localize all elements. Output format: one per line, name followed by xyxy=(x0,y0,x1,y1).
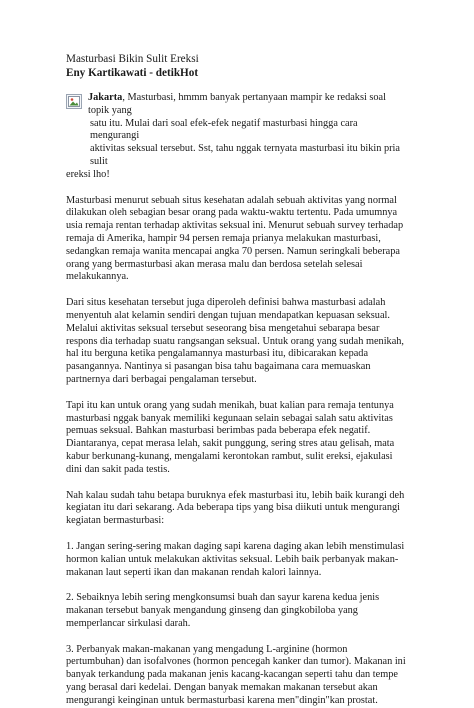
document-title: Masturbasi Bikin Sulit Ereksi xyxy=(66,53,199,65)
document-author: Eny Kartikawati - detikHot xyxy=(66,67,199,79)
paragraph: Nah kalau sudah tahu betapa buruknya efek masturbasi itu, lebih baik kurangi deh kegiatan itu dari sekarang. Ada beberapa tips yang bisa diikuti untuk mengurangi kegiatan bermasturbasi: xyxy=(66,489,405,527)
paragraph: Dari situs kesehatan tersebut juga diperoleh definisi bahwa masturbasi adalah menyentuh alat kelamin sendiri dengan tujuan mendapatkan kepuasan seksual. Melalui aktivitas seksual tersebut seseorang bisa mengetahui sebarapa besar respons dia terhadap suatu rangsangan seksual. Untuk orang yang sudah menikah, hal itu berguna ketika pengalamannya masturbasi itu, dibicarakan kepada pasangannya. Nantinya si pasangan bisa tahu bagaimana cara memuaskan partnernya dari berbagai pengalaman tersebut. xyxy=(66,297,404,385)
paragraph: Masturbasi menurut sebuah situs kesehatan adalah sebuah aktivitas yang normal dilakukan oleh sebagian besar orang pada waktu-waktu tertentu. Pada umumnya usia remaja rentan terhadap aktivitas seksual ini. Menurut sebuah survey terhadap remaja di Amerika, hampir 94 persen remaja prianya melakukan masturbasi, sedangkan remaja wanita mencapai angka 70 persen. Namun seringkali beberapa orang yang bermasturbasi akan merasa malu dan berdosa setelah selesai melakukannya. xyxy=(66,194,404,283)
paragraph: Tapi itu kan untuk orang yang sudah menikah, buat kalian para remaja tentunya masturbasi nggak banyak memiliki kegunaan selain sebagai salah satu aktivitas pemuas seksual. Bahkan masturbasi berimbas pada beberapa efek negatif. Diantaranya, cepat merasa lelah, sakit punggung, sering stres atau gelisah, mata kabur berkunang-kunang, mengalami kerontokan rambut, sulit ereksi, ejakulasi dini dan sakit pada testis. xyxy=(66,399,395,475)
lead-line-4: ereksi lho! xyxy=(66,168,110,180)
lead-line-1: , Masturbasi, hmmm banyak pertanyaan mampir ke redaksi soal topik yang xyxy=(88,92,386,116)
list-item: 3. Perbanyak makan-makanan yang mengadung L-arginine (hormon pertumbuhan) dan isofalvones (hormon pencegah kanker dan tumor). Makanan ini banyak terkandung pada makanan jenis kacang-kacangan seperti tahu dan tempe yang berasal dari kedelai. Dengan banyak memakan makanan tersebut akan mengurangi keinginan untuk bermasturbasi karena men"dingin"kan prostat. xyxy=(66,643,406,706)
lead-line-3: aktivitas seksual tersebut. Sst, tahu nggak ternyata masturbasi itu bikin pria sulit xyxy=(90,143,400,167)
broken-image-icon xyxy=(66,94,82,109)
lead-line-2: satu itu. Mulai dari soal efek-efek negatif masturbasi hingga cara mengurangi xyxy=(90,117,358,142)
list-item: 1. Jangan sering-sering makan daging sapi karena daging akan lebih menstimulasi hormon kalian untuk melakukan aktivitas seksual. Lebih baik perbanyak makan-makanan laut seperti ikan dan makanan rendah kalori lainnya. xyxy=(66,540,405,578)
dateline: Jakarta xyxy=(88,92,123,103)
lead-paragraph xyxy=(66,92,406,182)
list-item: 2. Sebaiknya lebih sering mengkonsumsi buah dan sayur karena kedua jenis makanan tersebut banyak mengandung ginseng dan gingkobiloba yang memperlancar sirkulasi darah. xyxy=(66,592,380,629)
